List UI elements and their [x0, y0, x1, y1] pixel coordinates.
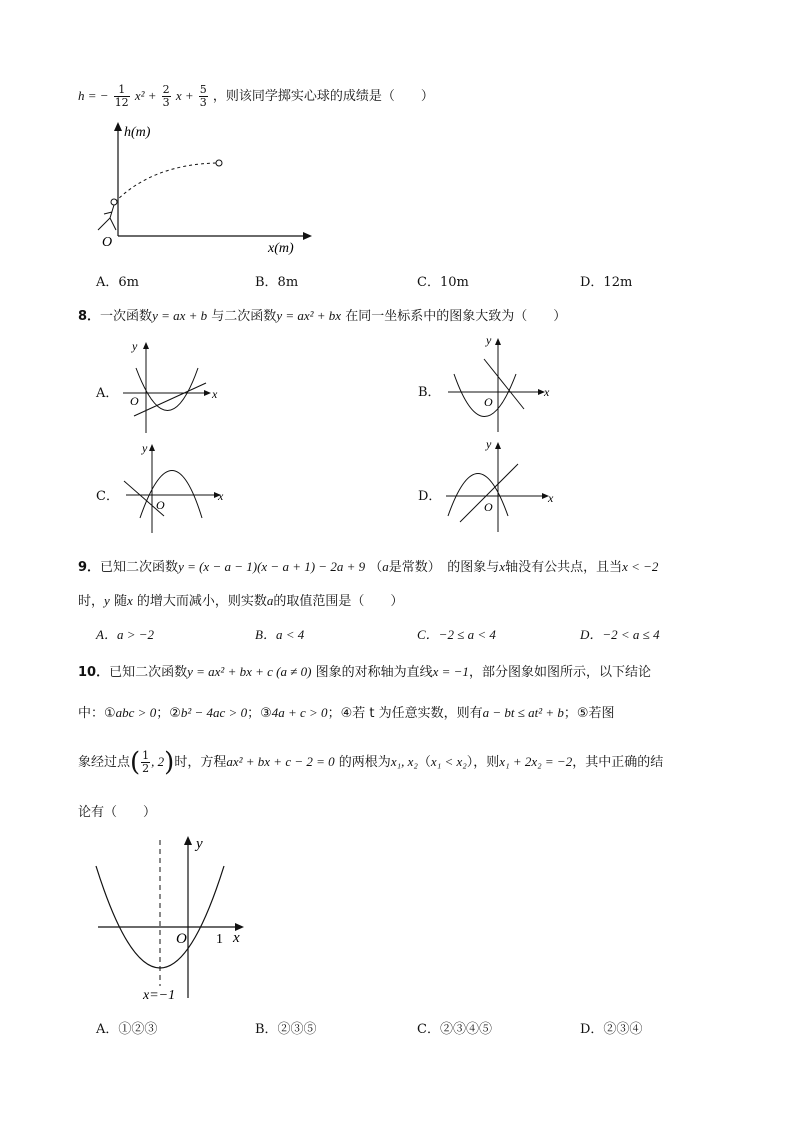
q8b-y-label: y [486, 334, 492, 347]
q10-text-3c: 的两根为 [338, 755, 391, 770]
q7-x-arrow [303, 232, 312, 240]
q9-var-x: x [499, 559, 506, 574]
q10-conclusion-3: 4a + c > 0 [271, 705, 328, 720]
q9-var-x2: x [126, 593, 133, 608]
q8-text-c: 在同一坐标系中的图象大致为（ ） [345, 309, 567, 324]
q8-eq1: y = ax + b [152, 308, 208, 323]
q7-trajectory [115, 163, 218, 202]
q10-text-2d: ；④若 t 为任意实数，则有 [327, 706, 483, 721]
q10-paren-open: ( [130, 747, 141, 778]
q10-text-3a: 象经过点 [78, 755, 131, 770]
q8-label-d[interactable]: D． [418, 489, 442, 504]
q9-text-1d: 轴没有公共点，且当 [505, 560, 623, 575]
q7-fraction-1 [114, 84, 130, 109]
q9-option-b[interactable]: B．a < 4 [255, 627, 305, 642]
q7-option-d[interactable]: D．12m [580, 275, 633, 290]
q7-term-2: x + [175, 88, 194, 103]
q10-line-4: 论有（ ） [78, 805, 157, 820]
q7-frac2-den: 3 [162, 96, 170, 109]
q10-x-label: x [233, 930, 240, 946]
q7-y-label: h(m) [124, 125, 151, 140]
q9-text-1b: （ [369, 560, 383, 575]
q8-text-b: 与二次函数 [211, 309, 277, 324]
q10-origin: O [176, 931, 187, 947]
q8b-y-arrow [495, 338, 501, 345]
q10-axis-eq: x = −1 [432, 664, 469, 679]
q7-figure [88, 118, 318, 258]
q10-tick-one: 1 [216, 932, 223, 947]
q10-text-1a: 已知二次函数 [109, 665, 188, 680]
q9-line-1 [78, 556, 658, 575]
q8a-y-arrow [143, 342, 149, 349]
q10-text-1c: ，部分图象如图所示，以下结论 [468, 665, 651, 680]
q8a-x-arrow [204, 390, 211, 396]
q10-text-2a: 中：① [78, 706, 116, 721]
q8-graph-c[interactable] [118, 438, 228, 538]
q7-end-point [216, 160, 222, 166]
q10-conclusion-1: abc > 0 [115, 705, 157, 720]
q10-option-b[interactable]: B．②③⑤ [255, 1022, 317, 1037]
q8d-y-label: y [486, 437, 492, 451]
q10-paren-close: ) [164, 747, 175, 778]
q9-line-2 [78, 590, 403, 609]
q10-text-1b: 图象的对称轴为直线 [315, 665, 433, 680]
q10-text-3e: ），则 [466, 755, 500, 770]
q8c-origin: O [156, 498, 165, 512]
q8a-origin: O [130, 394, 139, 408]
q9-var-y: y [104, 593, 110, 608]
q7-thrower-figure [98, 205, 116, 230]
q7-term-1: x² + [134, 88, 157, 103]
q7-frac3-den: 3 [199, 96, 207, 109]
q10-y-label: y [196, 836, 203, 852]
q9-text-1a: 已知二次函数 [100, 560, 179, 575]
q7-formula-line [78, 80, 434, 113]
q9-text-2d: 的取值范围是（ ） [273, 594, 404, 609]
q10-text-2e: ；⑤若图 [563, 706, 615, 721]
q8c-parabola [140, 471, 202, 519]
q7-question-text: ，则该同学掷实心球的成绩是（ ） [212, 89, 434, 104]
q9-option-a[interactable]: A．a > −2 [96, 627, 154, 642]
q10-text-3d: （ [417, 755, 431, 770]
q8-graph-b[interactable] [440, 334, 555, 439]
q10-text-3b: 时，方程 [174, 755, 227, 770]
q10-text-3f: ，其中正确的结 [572, 755, 664, 770]
q8a-x-label: x [212, 387, 218, 401]
q10-number: 10． [78, 665, 110, 680]
q10-text-2c: ；③ [247, 706, 272, 721]
q10-pt-num: 1 [142, 749, 150, 762]
q9-text-1c: 是常数） 的图象与 [388, 560, 500, 575]
q9-text-2a: 时， [78, 594, 105, 609]
q10-axis-label: x=−1 [143, 988, 176, 1003]
q7-frac2-num: 2 [162, 83, 170, 96]
q8-label-a[interactable]: A． [96, 386, 119, 401]
q7-option-a[interactable]: A．6m [96, 275, 139, 290]
q8a-y-label: y [132, 339, 138, 353]
q8b-x-label: x [544, 385, 550, 399]
q10-root-relation: x₁ + 2x₂ = −2 [499, 754, 573, 769]
q7-option-c[interactable]: C．10m [417, 275, 469, 290]
q10-conclusion-2: b² − 4ac > 0 [180, 705, 248, 720]
q7-ball [111, 199, 117, 205]
q10-roots: x₁, x₂ [390, 754, 418, 769]
q10-figure [88, 830, 258, 1005]
q10-line-3 [78, 745, 663, 780]
q8-eq2: y = ax² + bx [276, 308, 342, 323]
q8d-y-arrow [495, 442, 501, 449]
q9-equation: y = (x − a − 1)(x − a + 1) − 2a + 9 [178, 559, 366, 574]
q10-line-1 [78, 661, 651, 680]
q10-equation: y = ax² + bx + c (a ≠ 0) [187, 664, 312, 679]
q7-option-b[interactable]: B．8m [255, 275, 299, 290]
q8d-origin: O [484, 500, 493, 514]
q7-frac1-den: 12 [114, 96, 129, 109]
q8d-x-label: x [548, 491, 554, 505]
q9-number: 9． [78, 560, 101, 575]
q8a-parabola [136, 368, 198, 411]
q10-option-a[interactable]: A．①②③ [96, 1022, 158, 1037]
q9-option-c[interactable]: C．−2 ≤ a < 4 [417, 627, 496, 642]
q8-number: 8． [78, 309, 101, 324]
q10-option-d[interactable]: D．②③④ [580, 1022, 643, 1037]
q9-var-a2: a [266, 593, 274, 608]
q9-text-2c: 的增大而减小，则实数 [136, 594, 267, 609]
q8c-y-arrow [149, 444, 155, 451]
q10-pt-den: 2 [142, 762, 150, 775]
q10-point-fraction [141, 750, 150, 775]
q8-graph-a[interactable] [118, 338, 228, 438]
q7-origin: O [102, 235, 113, 250]
q7-frac3-num: 5 [199, 83, 207, 96]
q7-formula-lhs: h = − [78, 88, 109, 103]
q8b-origin: O [484, 395, 493, 409]
q10-line-2 [78, 702, 615, 721]
q8-stem [78, 305, 566, 324]
q8-label-c[interactable]: C． [96, 489, 119, 504]
q7-fraction-3 [199, 84, 208, 109]
q7-frac1-num: 1 [114, 84, 130, 97]
q7-x-label: x(m) [268, 241, 294, 256]
q8-text-a: 一次函数 [100, 309, 153, 324]
q8c-x-label: x [218, 489, 224, 503]
q8d-parabola [448, 474, 508, 517]
q10-root-condition: x₁ < x₂ [430, 754, 467, 769]
q9-condition: x < −2 [622, 559, 659, 574]
q10-equation-2: ax² + bx + c − 2 = 0 [226, 754, 335, 769]
q10-y-arrow [184, 836, 192, 845]
q9-var-a: a [382, 559, 389, 574]
q10-conclusion-4: a − bt ≤ at² + b [482, 705, 564, 720]
q8-graph-d[interactable] [440, 436, 558, 538]
q10-point-y: , 2 [151, 754, 165, 769]
q7-y-arrow [114, 122, 122, 131]
q9-option-d[interactable]: D．−2 < a ≤ 4 [580, 627, 660, 642]
q8-label-b[interactable]: B． [418, 385, 441, 400]
q8c-y-label: y [142, 441, 148, 455]
q10-text-2b: ；② [156, 706, 181, 721]
q9-text-2b: 随 [113, 594, 127, 609]
q10-option-c[interactable]: C．②③④⑤ [417, 1022, 492, 1037]
q7-fraction-2 [162, 84, 171, 109]
